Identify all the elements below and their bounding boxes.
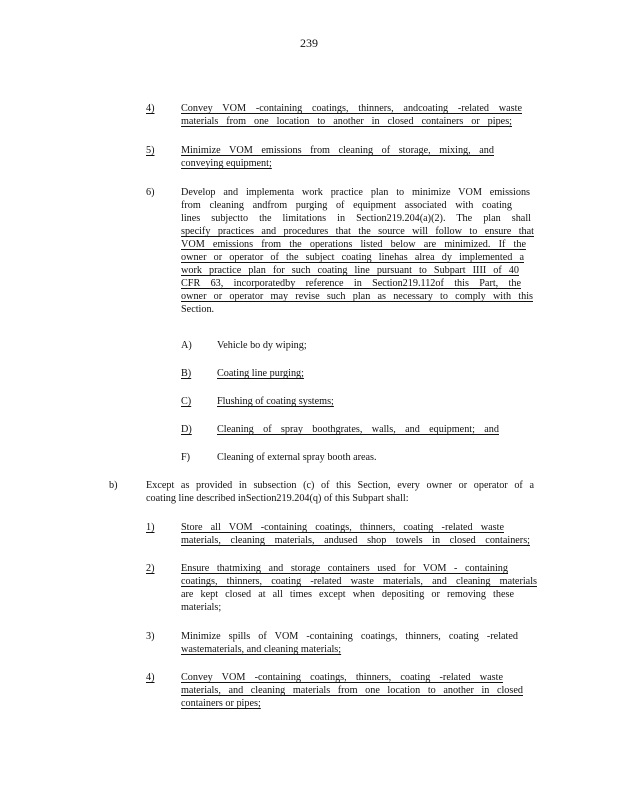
text-line: are kept closed at all times except when depositing or removing these — [181, 589, 514, 600]
subitem-marker: A) — [181, 340, 192, 351]
item-marker: 4) — [146, 672, 155, 683]
text-line: Convey VOM -containing coatings, thinners, coating -related waste — [181, 672, 503, 683]
text-line: wastematerials, and cleaning materials; — [181, 644, 342, 655]
subitem-marker: D) — [181, 424, 192, 435]
text-line: materials from one location to another in closed containers or pipes; — [181, 116, 512, 127]
item-marker: 2) — [146, 563, 155, 574]
page-number: 239 — [300, 36, 318, 50]
text-line: owner or operator may revise such plan as necessary to comply with this — [181, 291, 533, 302]
text-line: from cleaning andfrom purging of equipment associated with coating — [181, 200, 512, 211]
text-line: Ensure thatmixing and storage containers used for VOM - containing — [181, 563, 508, 574]
text-line: Convey VOM -containing coatings, thinners, andcoating -related waste — [181, 103, 522, 114]
text-line: CFR 63, incorporatedby reference in Section219.112of this Part, the — [181, 278, 521, 289]
item-marker: 4) — [146, 103, 155, 114]
text-line: conveying equipment; — [181, 158, 272, 169]
text-line: Minimize VOM emissions from cleaning of storage, mixing, and — [181, 145, 494, 156]
text-line: coating line described inSection219.204(q) of this Subpart shall: — [146, 493, 409, 504]
subitem-marker: B) — [181, 368, 192, 379]
subitem-marker: C) — [181, 396, 192, 407]
text-line: lines subjectto the limitations in Section219.204(a)(2). The plan shall — [181, 213, 531, 224]
text-line: Except as provided in subsection (c) of this Section, every owner or operator of a — [146, 480, 534, 491]
subitem-marker: F) — [181, 452, 191, 463]
item-marker: 3) — [146, 631, 155, 642]
item-marker: 5) — [146, 145, 155, 156]
text-line: materials, cleaning materials, andused shop towels in closed containers; — [181, 535, 530, 546]
section-marker: b) — [109, 480, 118, 491]
text-line: owner or operator of the subject coating linehas alrea dy implemented a — [181, 252, 524, 263]
subitem-text: Cleaning of external spray booth areas. — [217, 452, 377, 463]
subitem-text: Vehicle bo dy wiping; — [217, 340, 307, 351]
text-line: Store all VOM -containing coatings, thinners, coating -related waste — [181, 522, 504, 533]
text-line: Section. — [181, 304, 215, 315]
item-marker: 6) — [146, 187, 155, 198]
text-line: VOM emissions from the operations listed below are minimized. If the — [181, 239, 526, 250]
text-line: Minimize spills of VOM -containing coatings, thinners, coating -related — [181, 631, 518, 642]
text-line: specify practices and procedures that the source will follow to ensure that — [181, 226, 534, 237]
subitem-text: Coating line purging; — [217, 368, 304, 379]
item-marker: 1) — [146, 522, 155, 533]
text-line: work practice plan for such coating line pursuant to Subpart IIII of 40 — [181, 265, 519, 276]
text-line: materials, and cleaning materials from one location to another in closed — [181, 685, 523, 696]
text-line: coatings, thinners, coating -related waste materials, and cleaning materials — [181, 576, 537, 587]
text-line: Develop and implementa work practice plan to minimize VOM emissions — [181, 187, 530, 198]
subitem-text: Cleaning of spray boothgrates, walls, and equipment; and — [217, 424, 499, 435]
text-line: containers or pipes; — [181, 698, 261, 709]
text-line: materials; — [181, 602, 222, 613]
subitem-text: Flushing of coating systems; — [217, 396, 334, 407]
